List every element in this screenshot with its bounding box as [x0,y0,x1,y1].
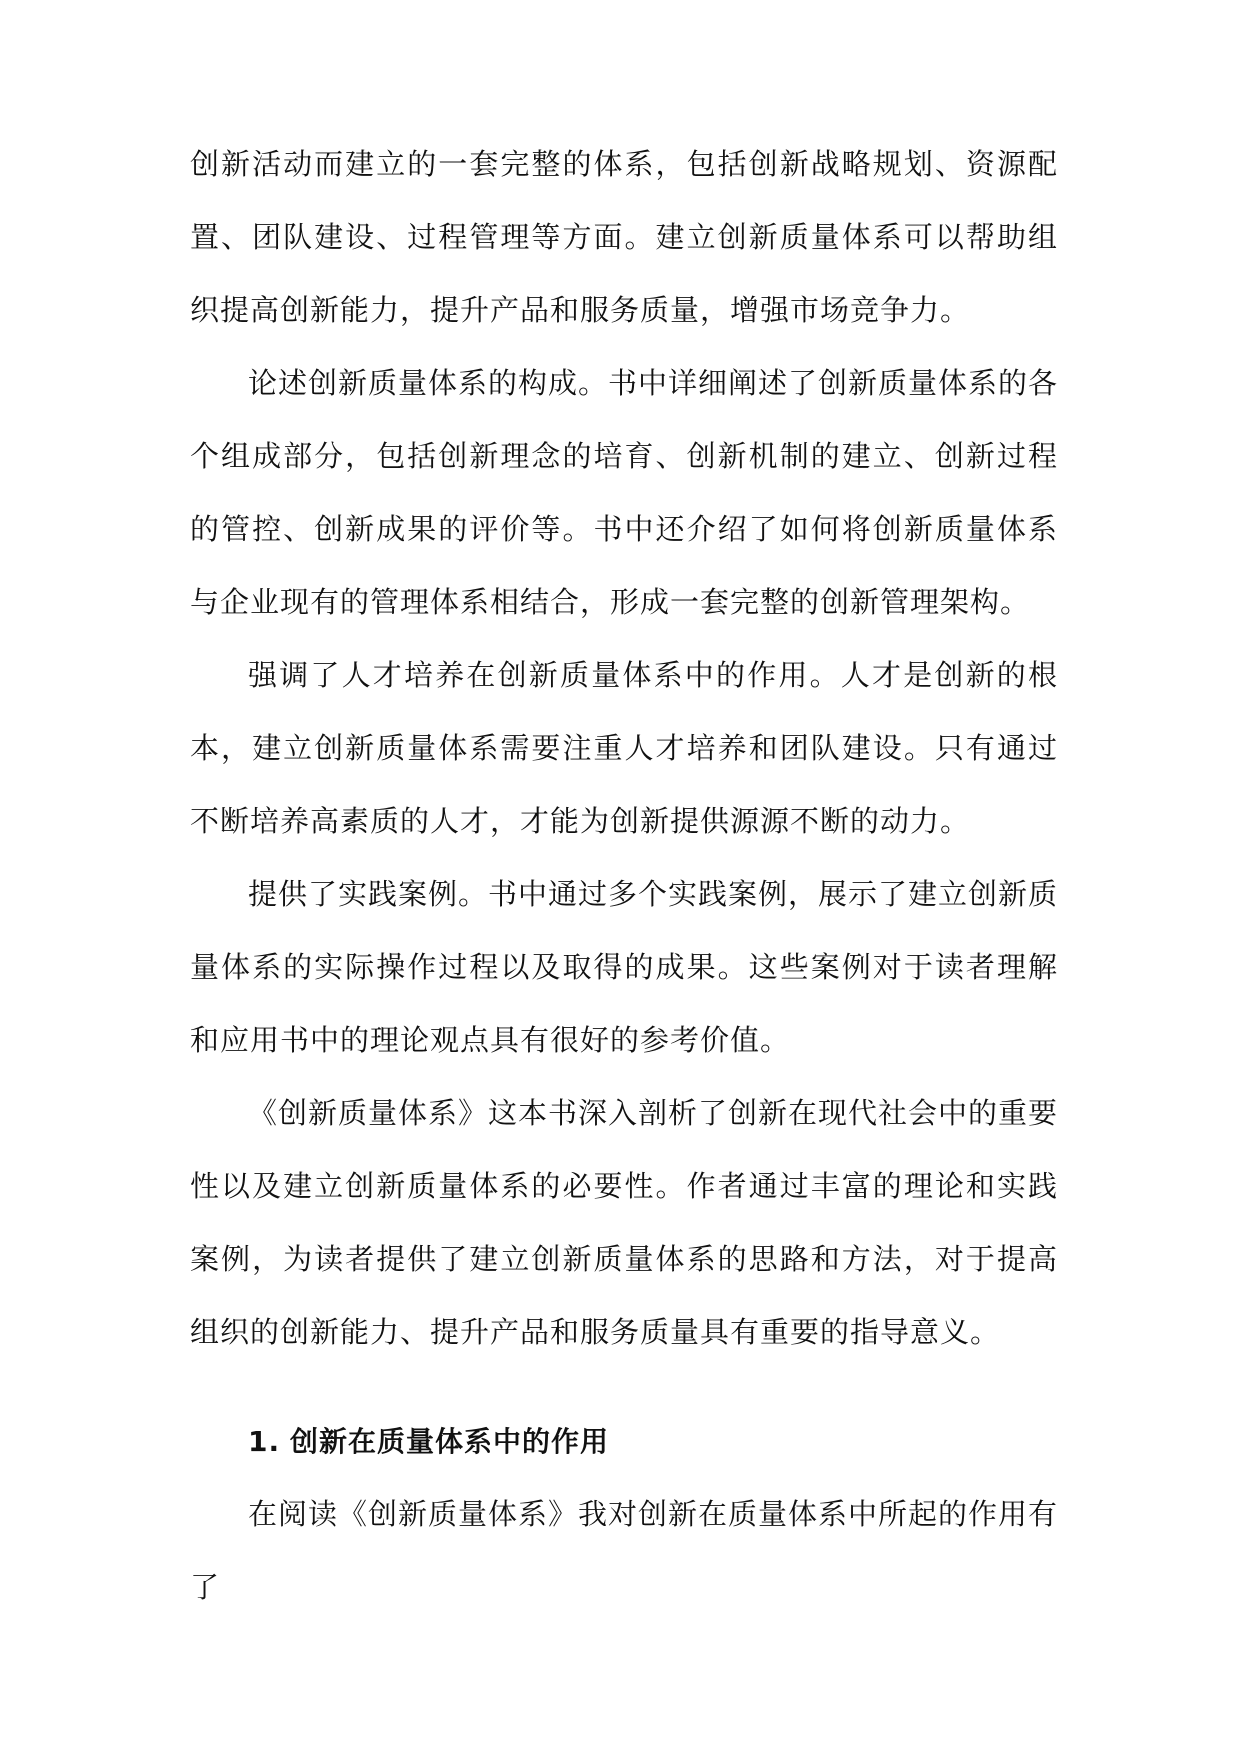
paragraph-talent: 强调了人才培养在创新质量体系中的作用。人才是创新的根本，建立创新质量体系需要注重人才培养和团队建设。只有通过不断培养高素质的人才，才能为创新提供源源不断的动力。 [190,658,1058,838]
section-number: 1. [248,1425,281,1458]
section-title: 创新在质量体系中的作用 [290,1425,610,1458]
body-text [190,128,1058,1624]
section-heading [190,1405,1058,1478]
paragraph-cases: 提供了实践案例。书中通过多个实践案例，展示了建立创新质量体系的实际操作过程以及取得的成果。这些案例对于读者理解和应用书中的理论观点具有很好的参考价值。 [190,877,1059,1057]
paragraph-continuation: 创新活动而建立的一套完整的体系，包括创新战略规划、资源配置、团队建设、过程管理等方面。建立创新质量体系可以帮助组织提高创新能力，提升产品和服务质量，增强市场竞争力。 [190,147,1058,327]
paragraph-summary: 《创新质量体系》这本书深入剖析了创新在现代社会中的重要性以及建立创新质量体系的必要性。作者通过丰富的理论和实践案例，为读者提供了建立创新质量体系的思路和方法，对于提高组织的创新能力、提升产品和服务质量具有重要的指导意义。 [190,1096,1059,1349]
paragraph-composition: 论述创新质量体系的构成。书中详细阐述了创新质量体系的各个组成部分，包括创新理念的培育、创新机制的建立、创新过程的管控、创新成果的评价等。书中还介绍了如何将创新质量体系与企业现有的管理体系相结合，形成一套完整的创新管理架构。 [190,366,1059,619]
paragraph-section-intro: 在阅读《创新质量体系》我对创新在质量体系中所起的作用有了 [190,1497,1059,1604]
